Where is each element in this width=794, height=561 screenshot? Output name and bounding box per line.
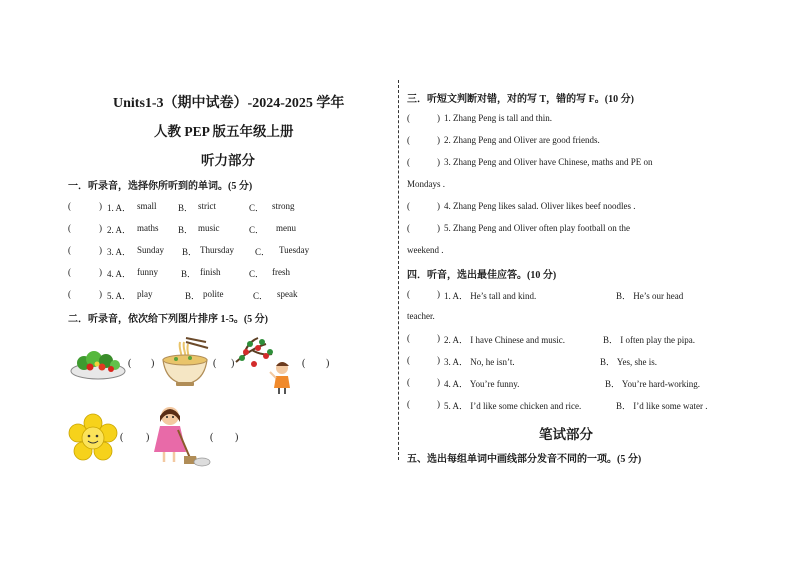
noodles-picture bbox=[160, 336, 210, 388]
option-b-label: B． bbox=[178, 203, 194, 213]
answer-paren-close: ) bbox=[99, 289, 102, 299]
answer-paren-close: ) bbox=[99, 245, 102, 255]
sweeping-picture bbox=[150, 404, 212, 468]
option-c-label: C． bbox=[255, 247, 271, 257]
option-b-label: B． bbox=[181, 269, 197, 279]
exam-subtitle: 人教 PEP 版五年级上册 bbox=[154, 124, 294, 139]
option-c: menu bbox=[276, 223, 296, 233]
answer-paren-close: ) bbox=[437, 157, 440, 167]
response-option-b: B． You’re hard-working. bbox=[605, 379, 700, 389]
flower-picture bbox=[68, 414, 118, 462]
picture-blank-open: ( bbox=[128, 358, 132, 369]
statement-text: 2. Zhang Peng and Oliver are good friends. bbox=[444, 135, 600, 145]
response-option-b: B． Yes, she is. bbox=[600, 357, 658, 367]
statement-continuation: weekend . bbox=[407, 245, 444, 255]
answer-paren-open: ( bbox=[407, 157, 410, 167]
answer-paren-close: ) bbox=[437, 289, 440, 299]
option-b: polite bbox=[203, 289, 224, 299]
apple-picking-picture bbox=[232, 334, 300, 396]
question-number: 5. A． bbox=[107, 291, 132, 301]
section5-heading: 五、选出每组单词中画线部分发音不同的一项。(5 分) bbox=[407, 454, 642, 465]
picture-blank-close: ) bbox=[146, 432, 150, 443]
section3-heading: 三．听短文判断对错，对的写 T，错的写 F。(10 分) bbox=[407, 94, 634, 105]
answer-paren-close: ) bbox=[437, 377, 440, 387]
response-option-a: 1. A． He’s tall and kind. bbox=[444, 291, 537, 301]
response-option-a: 4. A． You’re funny. bbox=[444, 379, 520, 389]
answer-paren-close: ) bbox=[99, 267, 102, 277]
option-b-label: B． bbox=[178, 225, 194, 235]
picture-blank-close: ) bbox=[151, 358, 155, 369]
response-option-b: B． He’s our head bbox=[616, 291, 684, 301]
response-option-a: 3. A． No, he isn’t. bbox=[444, 357, 515, 367]
answer-paren-close: ) bbox=[437, 399, 440, 409]
option-c-label: C． bbox=[249, 225, 265, 235]
response-option-b: B． I often play the pipa. bbox=[603, 335, 695, 345]
option-b: Thursday bbox=[200, 245, 234, 255]
exam-title: Units1-3（期中试卷）-2024-2025 学年 bbox=[113, 96, 345, 111]
option-b: strict bbox=[198, 201, 216, 211]
option-b: music bbox=[198, 223, 220, 233]
question-number: 3. A． bbox=[107, 247, 132, 257]
option-b-label: B． bbox=[182, 247, 198, 257]
option-a: small bbox=[137, 201, 157, 211]
picture-blank-close: ) bbox=[235, 432, 239, 443]
statement-text: 5. Zhang Peng and Oliver often play football on the bbox=[444, 223, 630, 233]
answer-paren-close: ) bbox=[99, 223, 102, 233]
answer-paren-open: ( bbox=[407, 135, 410, 145]
option-c-label: C． bbox=[253, 291, 269, 301]
answer-paren-open: ( bbox=[68, 223, 71, 233]
option-c: Tuesday bbox=[279, 245, 310, 255]
option-a: play bbox=[137, 289, 153, 299]
answer-paren-close: ) bbox=[99, 201, 102, 211]
answer-paren-open: ( bbox=[407, 399, 410, 409]
answer-paren-close: ) bbox=[437, 135, 440, 145]
response-option-b: B． I’d like some water . bbox=[616, 401, 708, 411]
response-continuation: teacher. bbox=[407, 311, 435, 321]
option-c: strong bbox=[272, 201, 295, 211]
answer-paren-close: ) bbox=[437, 201, 440, 211]
option-c-label: C． bbox=[249, 203, 265, 213]
option-b: finish bbox=[200, 267, 221, 277]
answer-paren-open: ( bbox=[407, 113, 410, 123]
written-heading: 笔试部分 bbox=[539, 427, 593, 442]
answer-paren-close: ) bbox=[437, 113, 440, 123]
picture-blank-close: ) bbox=[231, 358, 235, 369]
picture-blank-open: ( bbox=[213, 358, 217, 369]
question-number: 2. A． bbox=[107, 225, 132, 235]
response-option-a: 2. A． I have Chinese and music. bbox=[444, 335, 565, 345]
answer-paren-open: ( bbox=[407, 201, 410, 211]
statement-text: 1. Zhang Peng is tall and thin. bbox=[444, 113, 552, 123]
question-number: 4. A． bbox=[107, 269, 132, 279]
statement-text: 4. Zhang Peng likes salad. Oliver likes beef noodles . bbox=[444, 201, 636, 211]
question-number: 1. A． bbox=[107, 203, 132, 213]
picture-blank-close: ) bbox=[326, 358, 330, 369]
answer-paren-open: ( bbox=[68, 267, 71, 277]
column-divider bbox=[398, 80, 399, 460]
option-c: fresh bbox=[272, 267, 290, 277]
option-a: Sunday bbox=[137, 245, 164, 255]
statement-continuation: Mondays . bbox=[407, 179, 445, 189]
answer-paren-open: ( bbox=[407, 377, 410, 387]
answer-paren-open: ( bbox=[407, 223, 410, 233]
listening-heading: 听力部分 bbox=[201, 153, 255, 168]
answer-paren-close: ) bbox=[437, 355, 440, 365]
answer-paren-open: ( bbox=[407, 355, 410, 365]
option-c-label: C． bbox=[249, 269, 265, 279]
answer-paren-open: ( bbox=[68, 245, 71, 255]
salad-picture bbox=[70, 345, 126, 381]
answer-paren-open: ( bbox=[68, 201, 71, 211]
picture-blank-open: ( bbox=[210, 432, 214, 443]
option-c: speak bbox=[277, 289, 298, 299]
answer-paren-open: ( bbox=[407, 333, 410, 343]
response-option-a: 5. A． I’d like some chicken and rice. bbox=[444, 401, 582, 411]
answer-paren-close: ) bbox=[437, 223, 440, 233]
option-a: maths bbox=[137, 223, 159, 233]
picture-blank-open: ( bbox=[302, 358, 306, 369]
answer-paren-close: ) bbox=[437, 333, 440, 343]
answer-paren-open: ( bbox=[68, 289, 71, 299]
statement-text: 3. Zhang Peng and Oliver have Chinese, maths and PE on bbox=[444, 157, 653, 167]
option-b-label: B． bbox=[185, 291, 201, 301]
section2-heading: 二．听录音，依次给下列图片排序 1-5。(5 分) bbox=[68, 314, 268, 325]
section1-heading: 一．听录音，选择你所听到的单词。(5 分) bbox=[68, 181, 253, 192]
answer-paren-open: ( bbox=[407, 289, 410, 299]
option-a: funny bbox=[137, 267, 158, 277]
section4-heading: 四．听音，选出最佳应答。(10 分) bbox=[407, 270, 557, 281]
picture-blank-open: ( bbox=[120, 432, 124, 443]
